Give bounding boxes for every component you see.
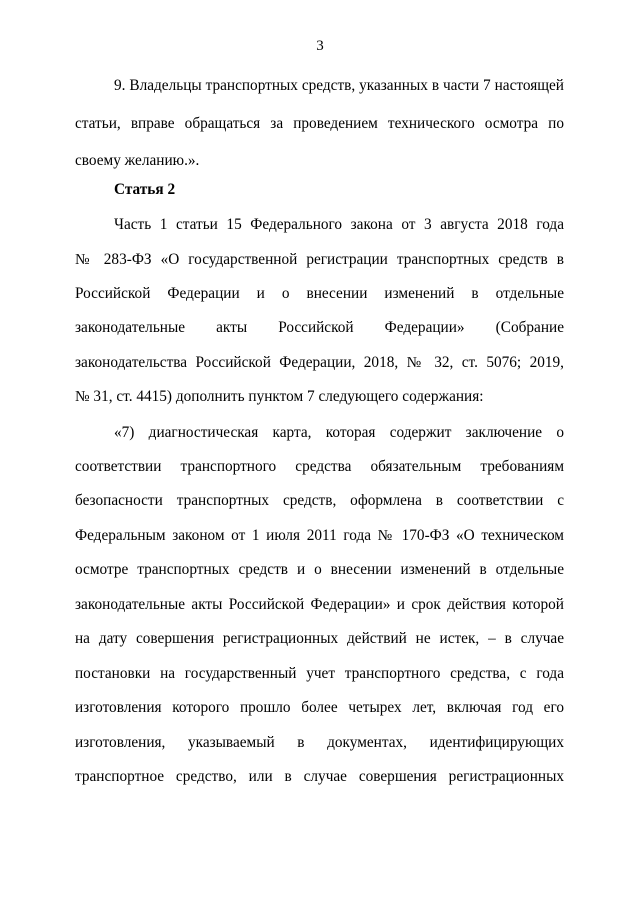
paragraph-9-line-1: 9. Владельцы транспортных средств, указанных в части 7 настоящей: [114, 77, 564, 94]
page-number: 3: [316, 38, 324, 54]
point7-line-6: законодательные акты Российской Федерации» и срок действия которой: [75, 596, 564, 613]
part1-line-6: № 31, ст. 4415) дополнить пунктом 7 следующего содержания:: [75, 388, 484, 405]
point7-line-5: осмотре транспортных средств и о внесении изменений в отдельные: [75, 561, 564, 578]
part1-line-1: Часть 1 статьи 15 Федерального закона от 3 августа 2018 года: [114, 216, 564, 233]
point7-line-1: «7) диагностическая карта, которая содержит заключение о: [114, 424, 564, 441]
point7-line-3: безопасности транспортных средств, оформлена в соответствии с: [75, 492, 564, 509]
point7-line-8: постановки на государственный учет транспортного средства, с года: [75, 665, 564, 682]
point7-line-10: изготовления, указываемый в документах, идентифицирующих: [75, 734, 564, 751]
part1-line-5: законодательства Российской Федерации, 2018, № 32, ст. 5076; 2019,: [75, 354, 564, 371]
point7-line-11: транспортное средство, или в случае совершения регистрационных: [75, 768, 564, 785]
part1-line-2: № 283-ФЗ «О государственной регистрации транспортных средств в: [75, 251, 564, 268]
part1-line-4: законодательные акты Российской Федерации» (Собрание: [75, 319, 564, 336]
point7-line-2: соответствии транспортного средства обязательным требованиям: [75, 458, 564, 475]
point7-line-7: на дату совершения регистрационных действий не истек, – в случае: [75, 630, 564, 647]
paragraph-9-line-3: своему желанию.».: [75, 152, 200, 169]
article-heading: Статья 2: [114, 181, 176, 198]
paragraph-9-line-2: статьи, вправе обращаться за проведением технического осмотра по: [75, 115, 564, 132]
point7-line-9: изготовления которого прошло более четырех лет, включая год его: [75, 699, 564, 716]
point7-line-4: Федеральным законом от 1 июля 2011 года № 170-ФЗ «О техническом: [75, 527, 564, 544]
part1-line-3: Российской Федерации и о внесении изменений в отдельные: [75, 285, 564, 302]
